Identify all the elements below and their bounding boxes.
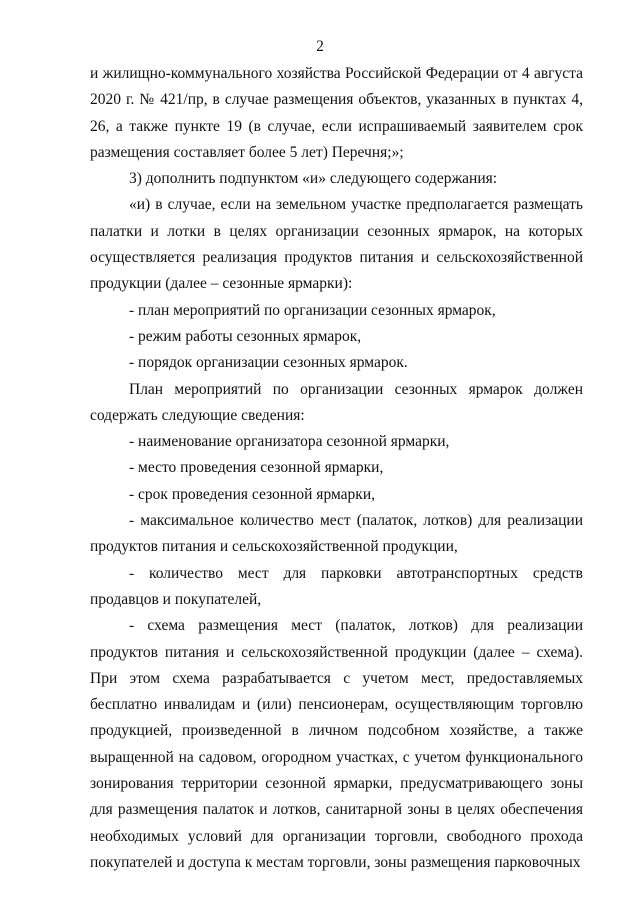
paragraph-continuation: и жилищно-коммунального хозяйства Российской Федерации от 4 августа 2020 г. № 421/пр, в случае размещения объектов, указанных в пунктах 4, 26, а также пункте 19 (в случае, если испрашиваемый заявителем срок размещения составляет более 5 лет) Перечня;»; bbox=[90, 65, 583, 161]
document-body bbox=[90, 61, 583, 876]
list-item: - количество мест для парковки автотранспортных средств продавцов и покупателей, bbox=[90, 564, 583, 608]
paragraph-subpoint-i: «и) в случае, если на земельном участке предполагается размещать палатки и лотки в целях организации сезонных ярмарок, на которых осуществляется реализация продуктов питания и сельскохозяйственной продукции (далее – сезонные ярмарки): bbox=[90, 196, 583, 293]
page-number: 2 bbox=[316, 38, 324, 55]
list-item: - максимальное количество мест (палаток, лотков) для реализации продуктов питания и сельскохозяйственной продукции, bbox=[90, 512, 583, 556]
paragraph-amendment-item: 3) дополнить подпунктом «и» следующего содержания: bbox=[129, 170, 498, 188]
list-item: - план мероприятий по организации сезонных ярмарок, bbox=[129, 301, 496, 319]
list-item: - схема размещения мест (палаток, лотков) для реализации продуктов питания и сельскохозяйственной продукции (далее – схема). При этом схема разрабатывается с учетом мест, предоставляемых бесплатно инвалидам и (или) пенсионерам, осуществляющим торговлю продукцией, произведенной в личном подсобном хозяйстве, а также выращенной на садовом, огородном участках, с учетом функционального зонирования территории сезонной ярмарки, предусматривающего зоны для размещения палаток и лотков, санитарной зоны в целях обеспечения необходимых условий для организации торговли, свободного прохода покупателей и доступа к местам торговли, зоны размещения парковочных bbox=[90, 617, 583, 871]
list-item: - режим работы сезонных ярмарок, bbox=[129, 327, 362, 345]
list-item: - порядок организации сезонных ярмарок. bbox=[129, 354, 408, 372]
list-item: - место проведения сезонной ярмарки, bbox=[129, 459, 384, 477]
list-item: - срок проведения сезонной ярмарки, bbox=[129, 485, 375, 503]
list-item: - наименование организатора сезонной ярмарки, bbox=[129, 433, 450, 451]
paragraph-plan-intro: План мероприятий по организации сезонных ярмарок должен содержать следующие сведения: bbox=[90, 380, 583, 424]
